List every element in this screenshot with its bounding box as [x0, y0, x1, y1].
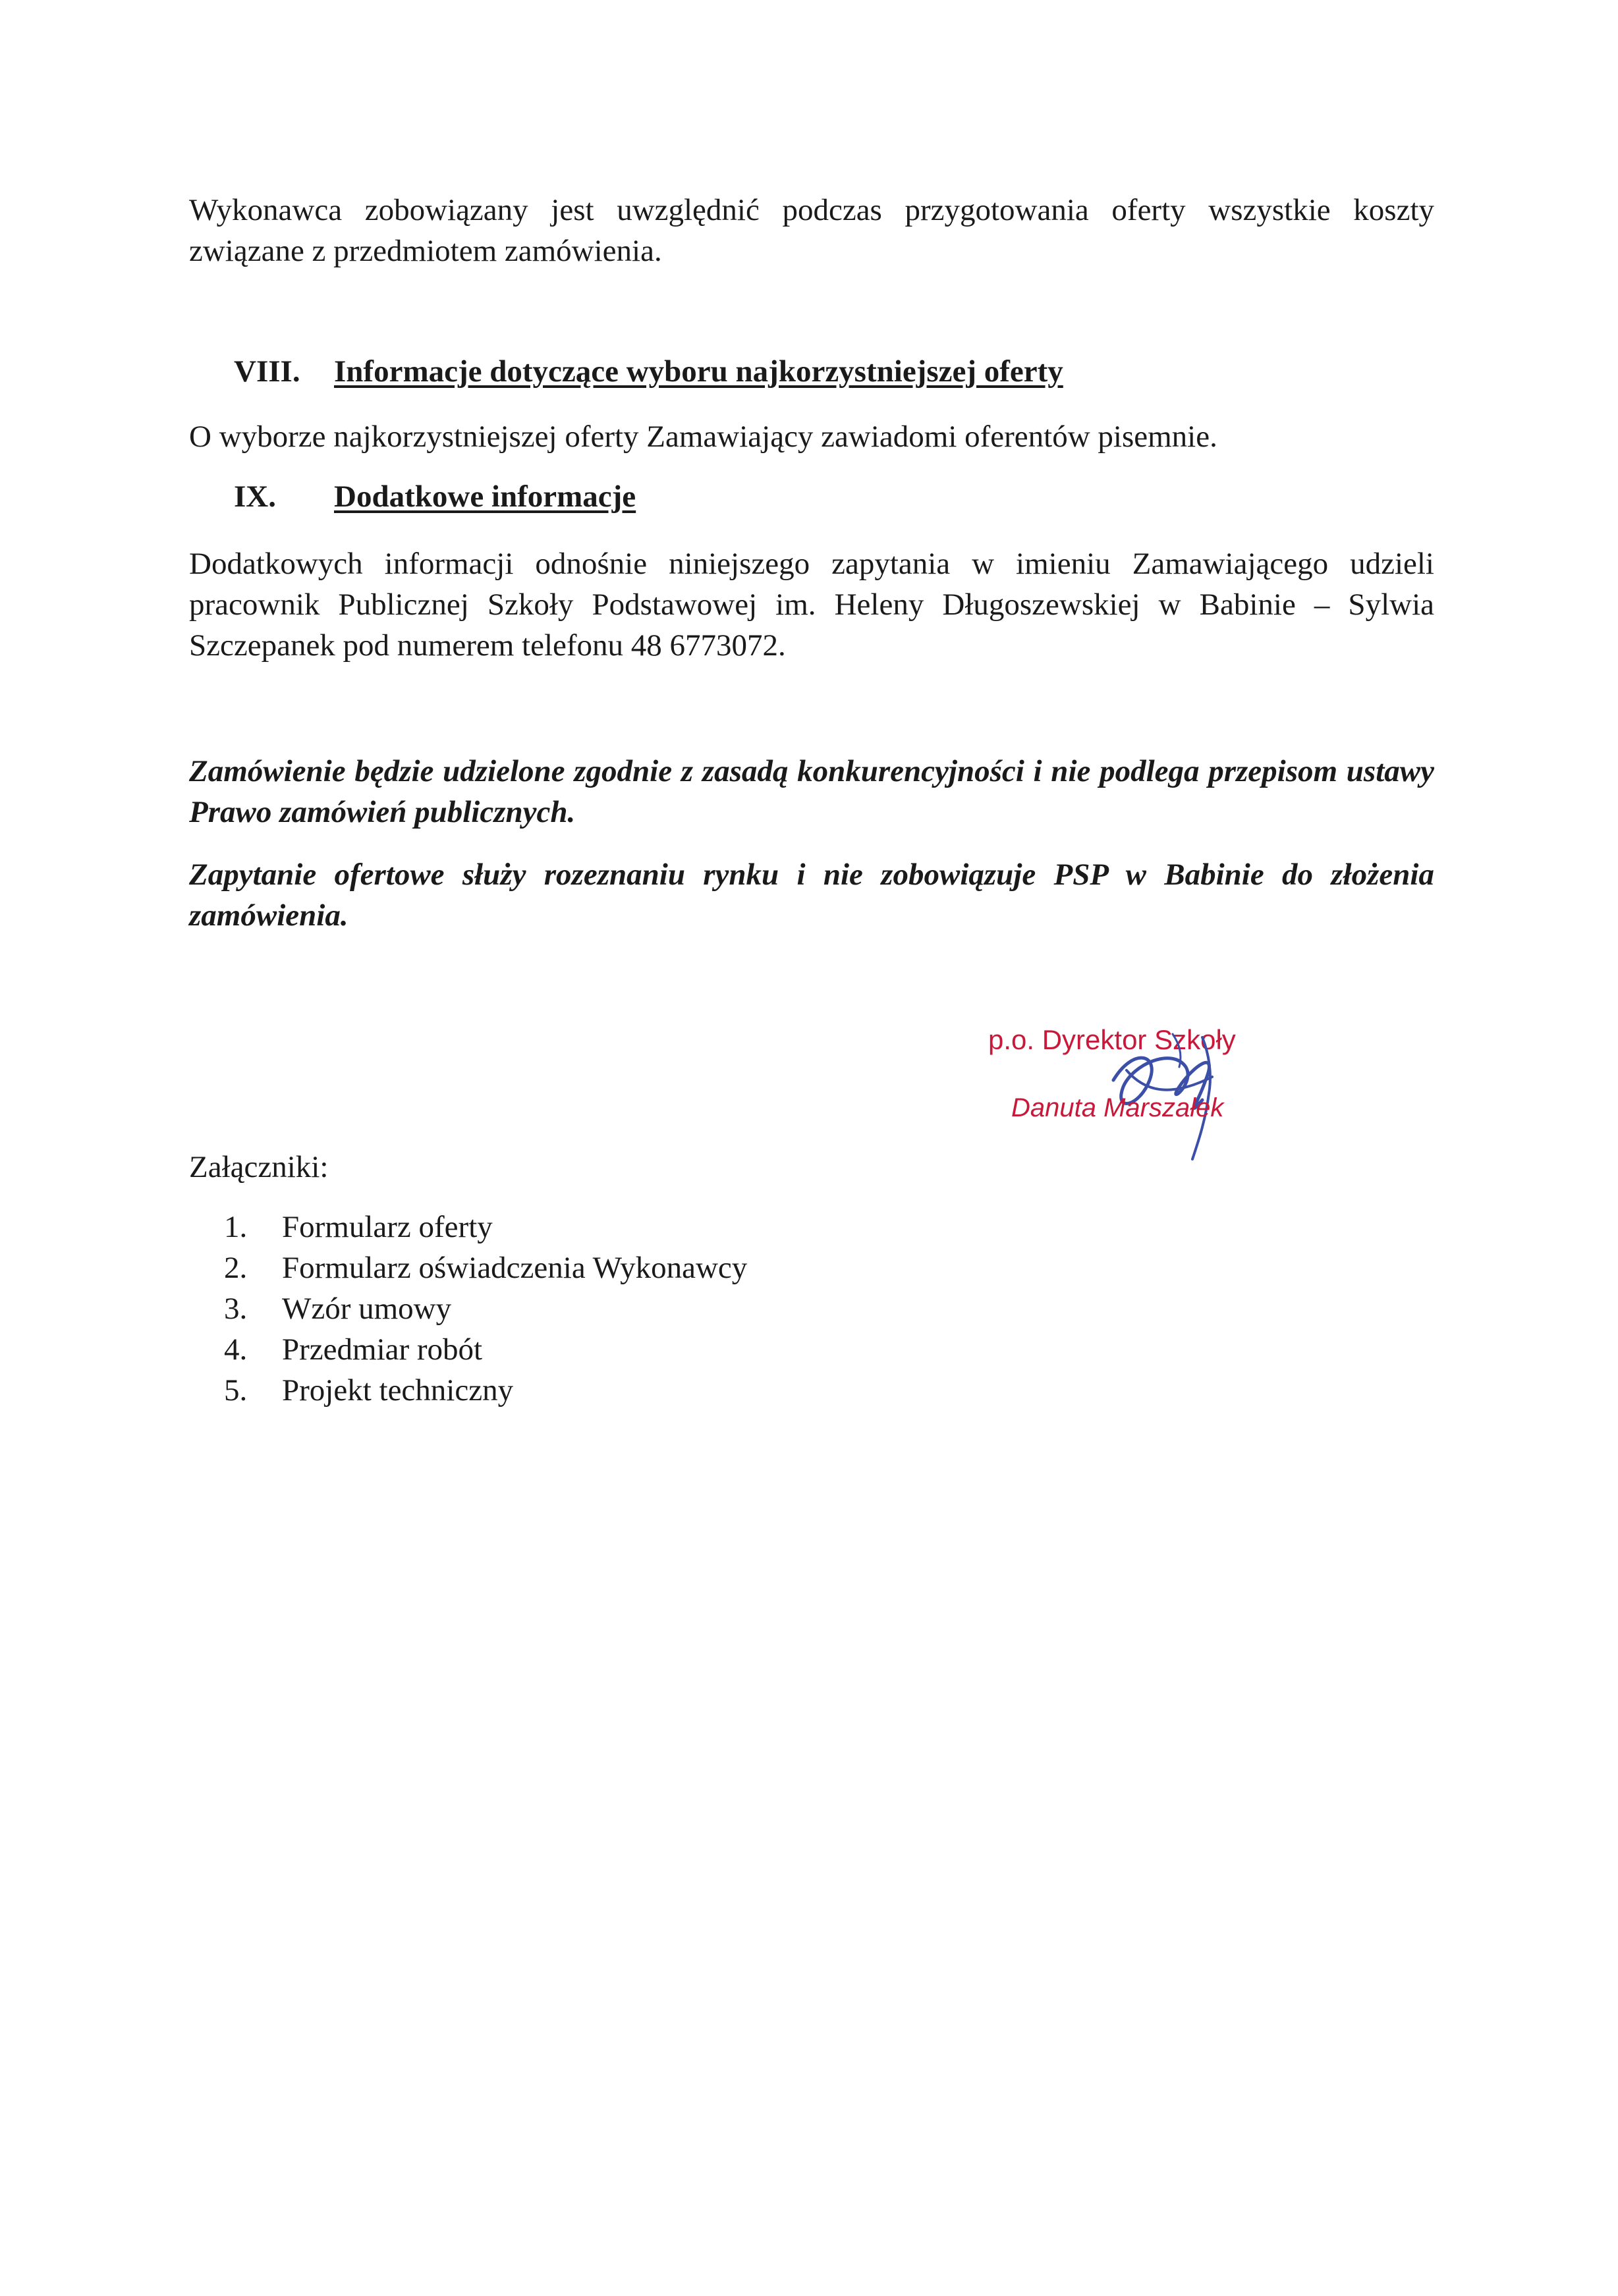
list-item: 4. Przedmiar robót	[224, 1332, 483, 1367]
attachments-label: Załączniki:	[189, 1150, 329, 1184]
section-9-number: IX.	[234, 479, 276, 514]
stamp-title: p.o. Dyrektor Szkoły	[988, 1024, 1236, 1055]
procurement-note: Zamówienie będzie udzielone zgodnie z zasadą konkurencyjności i nie podlega przepisom ustawy Prawo zamówień publicznych.	[189, 754, 1434, 829]
list-item: 5. Projekt techniczny	[224, 1373, 514, 1408]
section-8-heading	[234, 354, 1063, 389]
stamp-name: Danuta Marszałek	[1011, 1093, 1224, 1122]
section-8-title: Informacje dotyczące wyboru najkorzystniejszej oferty	[334, 354, 1063, 389]
market-research-note: Zapytanie ofertowe służy rozeznaniu rynku i nie zobowiązuje PSP w Babinie do złożenia zamówienia.	[189, 858, 1434, 933]
list-item: 2. Formularz oświadczenia Wykonawcy	[224, 1251, 748, 1285]
section-8-number: VIII.	[234, 354, 300, 389]
list-item: 1. Formularz oferty	[224, 1210, 493, 1244]
section-9-title: Dodatkowe informacje	[334, 479, 636, 514]
list-item: 3. Wzór umowy	[224, 1292, 452, 1326]
handwritten-signature	[1087, 1008, 1245, 1166]
section-8-paragraph: O wyborze najkorzystniejszej oferty Zamawiający zawiadomi oferentów pisemnie.	[189, 420, 1217, 454]
attachments-list	[224, 1207, 747, 1411]
director-stamp	[988, 1008, 1331, 1179]
section-9-heading	[234, 479, 636, 514]
intro-paragraph: Wykonawca zobowiązany jest uwzględnić podczas przygotowania oferty wszystkie koszty związane z przedmiotem zamówienia.	[189, 193, 1434, 268]
section-9-paragraph: Dodatkowych informacji odnośnie niniejszego zapytania w imieniu Zamawiającego udzieli pracownik Publicznej Szkoły Podstawowej im. Heleny Długoszewskiej w Babinie – Sylwia Szczepanek pod numerem telefonu 48 6773072.	[189, 547, 1434, 663]
